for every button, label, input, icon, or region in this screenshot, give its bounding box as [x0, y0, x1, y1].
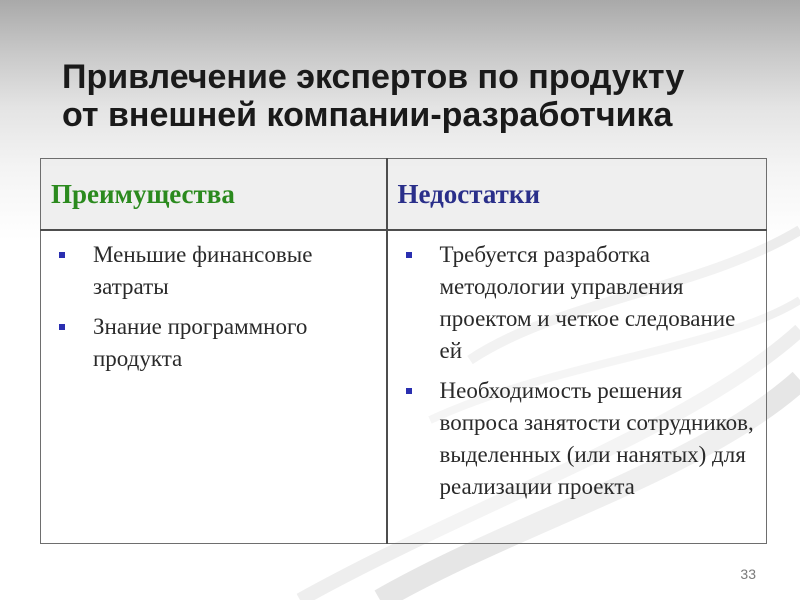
- square-bullet-icon: [59, 324, 65, 330]
- table-header-row: [41, 159, 767, 231]
- disadvantages-cell: [387, 230, 767, 544]
- list-item: [398, 375, 757, 503]
- disadvantage-text: Необходимость решения вопроса занятости сотрудников, выделенных (или нанятых) для реализации проекта: [439, 378, 754, 499]
- disadvantage-text: Требуется разработка методологии управления проектом и четкое следование ей: [439, 242, 736, 363]
- title-line-1: Привлечение экспертов по продукту: [62, 58, 685, 96]
- advantage-text: Меньшие финансовые затраты: [93, 242, 313, 299]
- table-body-row: [41, 230, 767, 544]
- square-bullet-icon: [59, 252, 65, 258]
- square-bullet-icon: [406, 252, 412, 258]
- slide-title: [62, 58, 762, 134]
- title-line-2: от внешней компании-разработчика: [62, 96, 673, 134]
- advantages-list: [51, 239, 376, 375]
- advantages-cell: [41, 230, 387, 544]
- list-item: [398, 239, 757, 367]
- advantages-header: Преимущества: [41, 159, 387, 231]
- list-item: [51, 239, 376, 303]
- advantage-text: Знание программного продукта: [93, 314, 308, 371]
- disadvantages-list: [398, 239, 757, 503]
- comparison-table: [40, 158, 767, 544]
- disadvantages-header: Недостатки: [387, 159, 767, 231]
- square-bullet-icon: [406, 388, 412, 394]
- list-item: [51, 311, 376, 375]
- page-number: 33: [740, 566, 756, 582]
